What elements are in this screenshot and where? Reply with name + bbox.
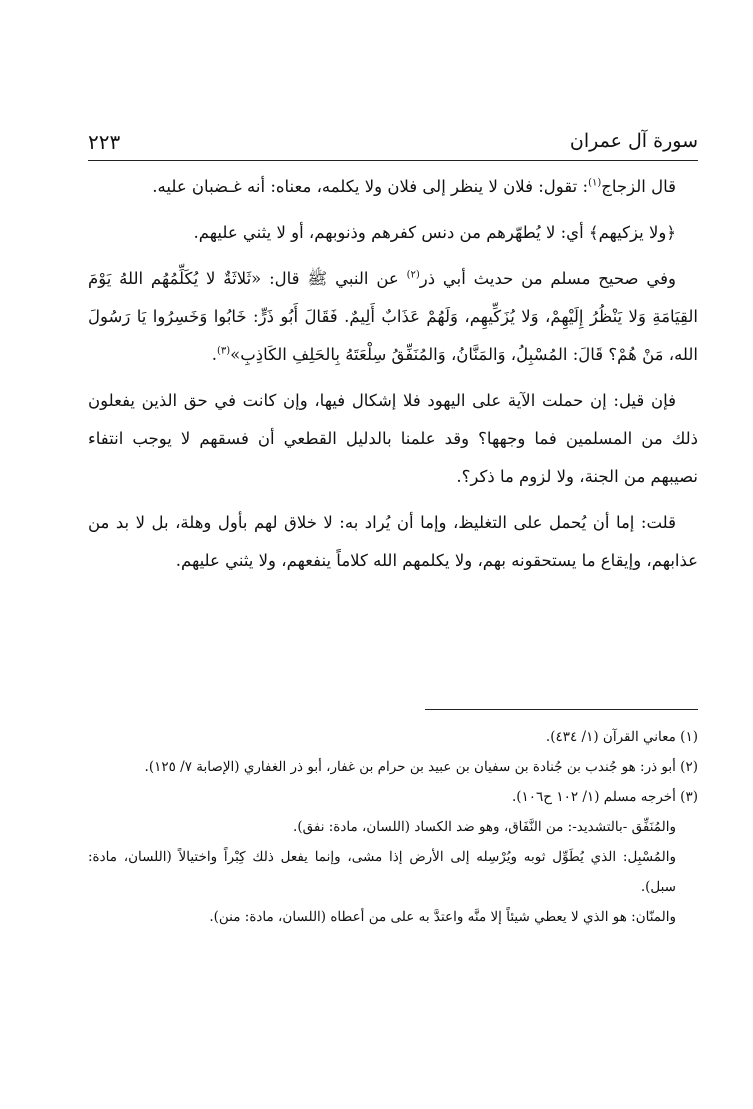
- footnote-1: (١) معاني القرآن (١/ ٤٣٤).: [545, 729, 698, 745]
- footnote-3-mannan: والمنّان: هو الذي لا يعطي شيئاً إلا منَّه واعتدَّ به على من أعطاه (اللسان، مادة: منن).: [209, 909, 676, 925]
- footnote-ref-1: (١): [588, 177, 602, 189]
- page-number: ٢٢٣: [88, 130, 121, 154]
- hadith-end: .: [211, 345, 217, 364]
- footnote-ref-2: (٢): [406, 269, 420, 281]
- footnote-3: (٣) أخرجه مسلم (١/ ١٠٢ ح١٠٦).: [511, 789, 698, 805]
- footnote-3-munaffiq: والمُنَفِّق -بالتشديد-: من النَّفَاق، وهو ضد الكساد (اللسان، مادة: نفق).: [293, 819, 676, 835]
- footnote-ref-3: (٣): [216, 345, 231, 357]
- paragraph-zajjaj: [88, 168, 698, 206]
- paragraph-hadith: [88, 260, 698, 374]
- footnote-3-musbil: والمُسْبِل: الذي يُطَوِّل ثوبه ويُرْسِله إلى الأرض إذا مشى، وإنما يفعل ذلك كِبْراً واختيالاً (اللسان، مادة: سبل).: [88, 849, 676, 895]
- paragraph-zajjaj-lead: قال الزجاج: [601, 177, 676, 196]
- paragraph-answer: قلت: إما أن يُحمل على التغليظ، وإما أن يُراد به: لا خلاق لهم بأول وهلة، بل لا بد من عذابهم، وإيقاع ما يستحقونه بهم، ولا يكلمهم الله كلاماً ينفعهم، ولا يثني عليهم.: [88, 513, 698, 570]
- paragraph-yuzakkihim: ﴿ولا يزكيهم﴾ أي: لا يُطهّرهم من دنس كفرهم وذنوبهم، أو لا يثني عليهم.: [193, 223, 676, 242]
- paragraph-question: فإن قيل: إن حملت الآية على اليهود فلا إشكال فيها، وإن كانت في حق الذين يفعلون ذلك من المسلمين فما وجهها؟ وقد علمنا بالدليل القطعي أن فسقهم لا يوجب انتفاء نصيبهم من الجنة، ولا لزوم ما ذكر؟.: [88, 391, 698, 486]
- main-text: [88, 168, 698, 588]
- footnotes: [88, 722, 698, 932]
- hadith-text: عن النبي ﷺ قال: «ثَلاثَةٌ لا يُكَلِّمُهُم اللهُ يَوْمَ القِيَامَةِ وَلا يَنْظُرُ إِلَيْهِمْ، وَلا يُزَكِّيهِم، وَلَهُمْ عَذَابٌ أَلِيمٌ. فَقَالَ أَبُو ذَرٍّ: خَابُوا وَخَسِرُوا يَا رَسُولَ الله، مَنْ هُمْ؟ قَالَ: المُسْبِلُ، وَالمَنَّانُ، وَالمُنَفِّقُ سِلْعَتَهُ بِالحَلِفِ الكَاذِبِ»: [88, 269, 698, 364]
- header-divider: [88, 160, 698, 161]
- header-title: سورة آل عمران: [569, 130, 698, 152]
- running-header: [88, 128, 698, 164]
- hadith-intro: وفي صحيح مسلم من حديث أبي ذر: [419, 269, 676, 288]
- paragraph-zajjaj-rest: : تقول: فلان لا ينظر إلى فلان ولا يكلمه، معناه: أنه غـضبان عليه.: [152, 177, 589, 196]
- footnote-divider: [425, 709, 698, 710]
- footnote-2: (٢) أبو ذر: هو جُندب بن جُنادة بن سفيان بن عبيد بن حرام بن غفار، أبو ذر الغفاري (الإصابة ٧/ ١٢٥).: [144, 759, 698, 775]
